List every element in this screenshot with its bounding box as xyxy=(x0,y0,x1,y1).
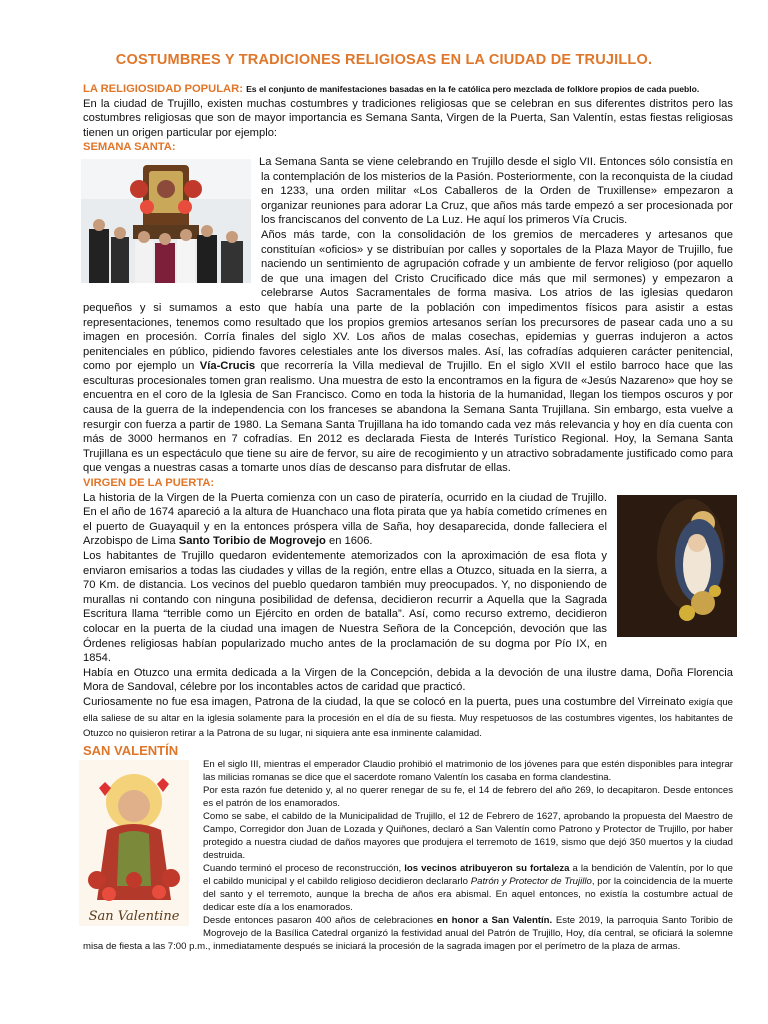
san-valentin-p5-c: Este 2019, la parroquia Santo Toribio de Mogrovejo de la Basílica Catedral organizó la festividad anual del Patrón de Trujillo, Hoy, día central, se oficiará la solemne misa de fiesta a las 7:00 p.m., inmediatamente después se iniciará la procesión de la sagrada imagen por el perímetro de la plaza de armas. xyxy=(83,915,733,953)
honor-san-valentin: en honor a San Valentín. xyxy=(436,915,553,927)
san-valentin-heading: SAN VALENTÍN xyxy=(83,742,179,758)
virgen-p3: Había en Otuzco una ermita dedicada a la Virgen de la Concepción, debida a la devoción de una ilustre dama, Doña Florencia Mora de Sandoval, célebre por los incontables actos de caridad que practicó. xyxy=(83,666,733,694)
via-crucis-term: Vía-Crucis xyxy=(199,360,256,373)
san-valentin-p1: En el siglo III, mientras el emperador Claudio prohibió el matrimonio de los jóvenes para que estén disponibles para integrar las milicias romanas se dice que el sacerdote romano Valentín los casaba en forma clandestina. xyxy=(203,759,733,784)
virgen-p1-c: en 1606. xyxy=(325,535,373,548)
page-title: COSTUMBRES Y TRADICIONES RELIGIOSAS EN LA CIUDAD DE TRUJILLO. xyxy=(115,52,653,68)
san-valentin-image xyxy=(79,760,189,931)
semana-santa-heading: SEMANA SANTA: xyxy=(83,141,176,154)
virgen-heading: VIRGEN DE LA PUERTA: xyxy=(83,477,215,490)
virgen-photo xyxy=(617,495,737,642)
virgen-p4 xyxy=(83,695,733,742)
virgen-p1-a: La historia de la Virgen de la Puerta comienza con un caso de piratería, ocurrido en la ciudad de Trujillo. En el año de 1674 apareció a la altura de Huanchaco una flota pirata que ya había cometido crímenes en el puerto de Guayaquil y en la entonces próspera villa de Saña, hoy desaparecida, donde falleciera el Arzobispo de Lima xyxy=(83,491,607,548)
virgen-p4-b: exigía que ella saliese de su altar en la iglesia solamente para la procesión en el día de su fiesta. Muy respetuosos de las costumbres vigentes, los habitantes de Otuzco no quisieron retirar a la Patrona de su lugar, ni siquiera ante esa inminente calamidad. xyxy=(83,696,734,740)
religiosidad-heading: LA RELIGIOSIDAD POPULAR: xyxy=(83,83,243,95)
document-body xyxy=(83,82,733,953)
religiosidad-definition: Es el conjunto de manifestaciones basadas en la fe católica pero mezclada de folklore propios de cada pueblo. xyxy=(246,84,700,94)
virgen-p4-a: Curiosamente no fue esa imagen, Patrona de la ciudad, la que se colocó en la puerta, pues una costumbre del Virreinato xyxy=(83,695,689,708)
santo-toribio-name: Santo Toribio de Mogrovejo xyxy=(178,535,326,548)
san-valentin-p4-a: Cuando terminó el proceso de reconstrucción, xyxy=(203,863,405,875)
intro-definition xyxy=(83,82,733,97)
semana-santa-p1: La Semana Santa se viene celebrando en Trujillo desde el siglo VII. Entonces sólo consistía en la contemplación de los misterios de la Pasión. Posteriormente, con la reconquista de la ciudad en 1233, una orden militar «Los Caballeros de la Orden de Truxillense» empezaron a organizar reuniones para adorar La Cruz, que años más tarde empezó a ser procesionada por los franciscanos del convento de La Luz. He aquí los primeros Vía Crucis. xyxy=(259,155,733,227)
san-valentin-p5-a: Desde entonces pasaron 400 años de celebraciones xyxy=(203,915,437,927)
procession-photo xyxy=(81,159,251,288)
san-valentin-p4-e: , por la coincidencia de la muerte del santo y el terremoto, aunque la brecha de años era abismal. En aquel entonces, no existía la costumbre actual de dedicar este día a los enamorados. xyxy=(203,876,733,914)
patron-protector: Patrón y Protector de Trujillo xyxy=(470,876,592,888)
vecinos-atribuyeron: los vecinos atribuyeron su fortaleza xyxy=(404,863,570,875)
virgen-p2: Los habitantes de Trujillo quedaron evidentemente atemorizados con la aproximación de esa flota y enviaron emisarios a todas las ciudades y villas de la región, entre ellas a Otuzco, situada en la sierra, a 70 Km. de distancia. Los vecinos del pueblo quedaron también muy preocupados. Y, no disponiendo de murallas ni contando con ninguna posibilidad de defensa, decidieron recurrir a Aquella que la Sagrada Escritura llama “terrible como un Ejército en orden de batalla”. Así, como recurso extremo, decidieron colocar en la puerta de la ciudad una imagen de Nuestra Señora de la Concepción, devoción que las Órdenes religiosas habían popularizado mucho antes de la proclamación de su dogma por Pío IX, en 1854. xyxy=(83,550,607,665)
san-valentin-p4-c: a la bendición de Valentín, por lo que el cabildo municipal y el cabildo religioso decidieron declararlo xyxy=(203,863,733,888)
semana-santa-p2-a: Años más tarde, con la consolidación de los gremios de mercaderes y artesanos que constituían «oficios» y se distribuían por calles y soportales de la Plaza Mayor de Trujillo, fue naciendo un sentimiento de agrupación cofrade y un ambiente de fervor religioso (por aquello de que una imagen del Cristo Crucificado dice más que mil sermones) y empezaron a celebrarse Autos Sacramentales de forma masiva. Los atrios de las iglesias quedaron pequeños y si sumamos a esto que había una parte de la población con impedimentos físicos para asistir a estas representaciones, tenemos como resultado que los propios gremios artesanos serían los precursores de pasear cada uno a su imagen en procesión. Corría finales del siglo XV. Los años de malas cosechas, epidemias y guerras indujeron a actos penitenciales en público, pidiendo favores celestiales ante los diversos males. Así, las cofradías adquieren carácter penitencial, como por ejemplo un xyxy=(83,228,733,373)
intro-paragraph: En la ciudad de Trujillo, existen muchas costumbres y tradiciones religiosas que se celebran en sus diferentes distritos pero las costumbres religiosas que son de mayor importancia es Semana Santa, Virgen de la Puerta, San Valentín, estas fiestas religiosas tienen un origen particular por ejemplo: xyxy=(83,97,733,139)
san-valentin-p3: Como se sabe, el cabildo de la Municipalidad de Trujillo, el 12 de Febrero de 1627, aprobando la propuesta del Maestro de Campo, Corregidor don Juan de Lozada y Quiñones, declaró a San Valentín como Patrono y Protector de Trujillo, por haber protegido a nuestra ciudad de daños mayores que produjera el terremoto de 1619, sismo que dejó 350 muertos y la ciudad destruida. xyxy=(203,811,733,862)
semana-santa-p2-c: que recorrería la Villa medieval de Trujillo. En el siglo XVII el estilo barroco hace que las esculturas procesionales tomen gran realismo. Una muestra de esto la encontramos en la figura de «Jesús Nazareno» que hoy se encuentra en el coro de la Iglesia de San Francisco. Como en toda la historia de la humanidad, llegan los tiempos oscuros y por causa de la guerra de la independencia con los franceses se abandona la Semana Santa Trujillana. Sin embargo, esta vuelve a resurgir con fuerza a partir de 1980. La Semana Santa Trujillana ha ido tomando cada vez más relevancia y hoy en día cuenta con más de 3000 hermanos en 7 cofradías. En 2012 es declarada Fiesta de Interés Turístico Regional. Hoy, la Semana Santa Trujillana es un espectáculo que tiene su aire de fervor, su aire de recogimiento y un atractivo sobradamente justificado como para que vengas a nuestras casas a tomarte unos días de descanso para disfrutar de ellas. xyxy=(83,360,733,475)
san-valentine-caption: San Valentine xyxy=(88,909,180,925)
san-valentin-p2: Por esta razón fue detenido y, al no querer renegar de su fe, el 14 de febrero del año 269, lo decapitaron. Desde entonces es el patrón de los enamorados. xyxy=(203,785,733,810)
